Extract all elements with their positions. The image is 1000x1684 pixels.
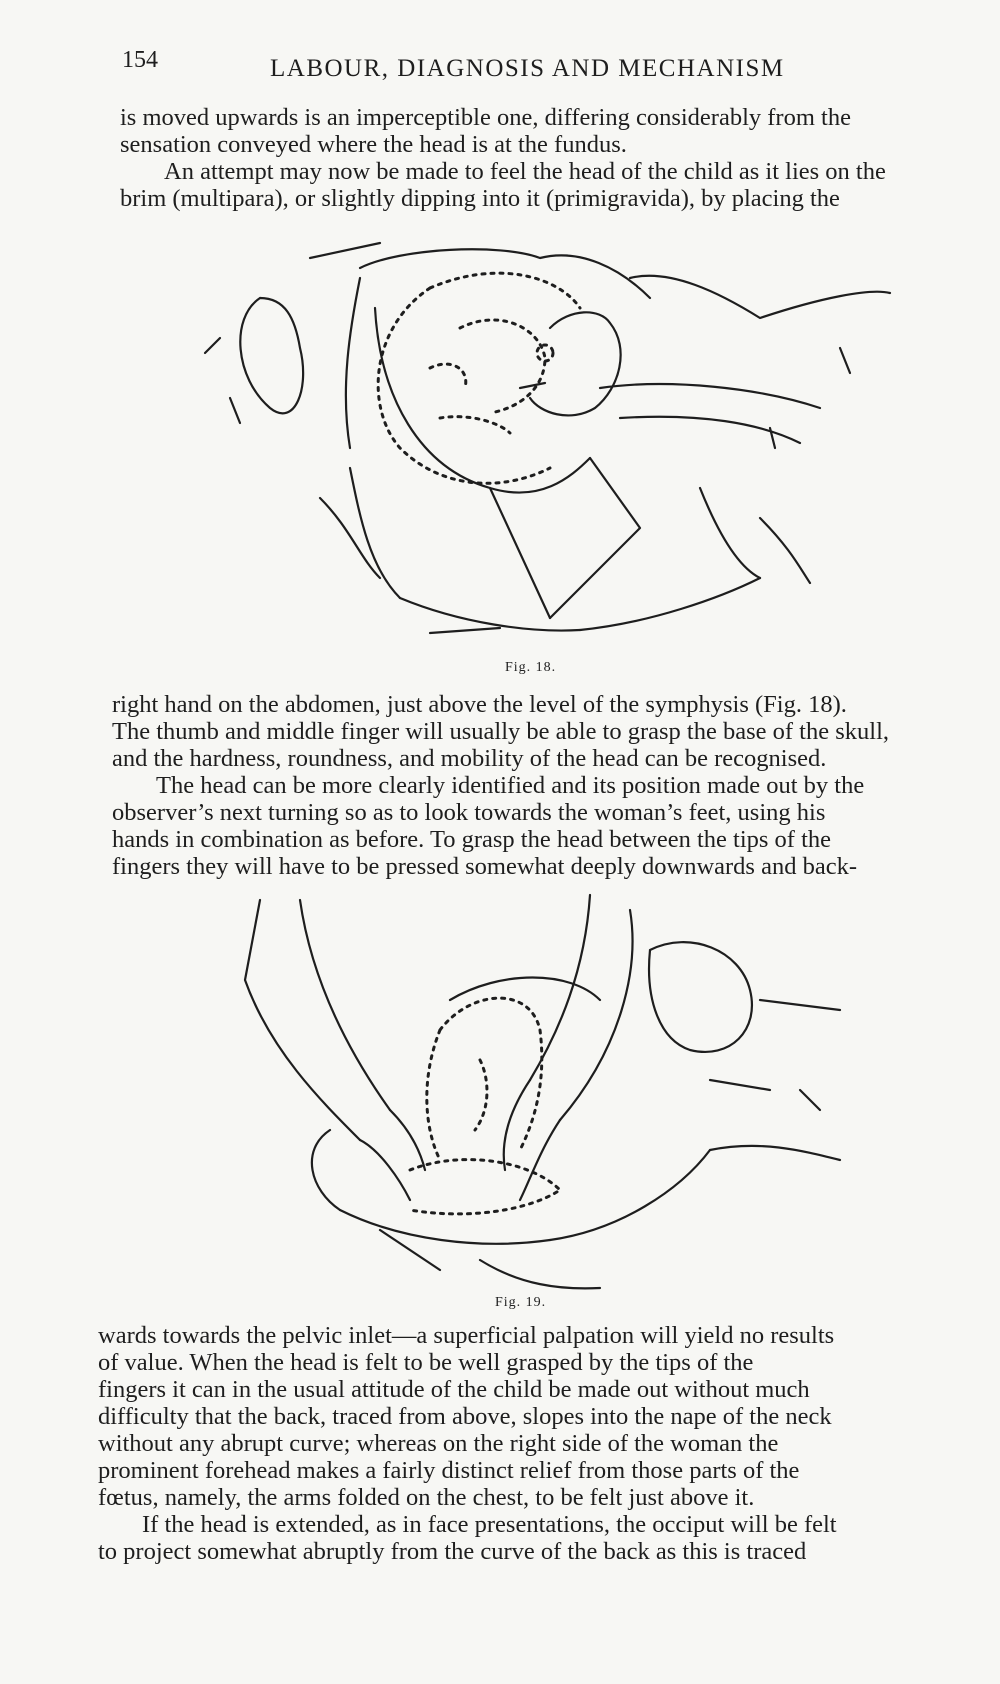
- text-line: The head can be more clearly identified and its position made out by the: [156, 772, 865, 799]
- text-line: observer’s next turning so as to look towards the woman’s feet, using his: [112, 799, 826, 826]
- page-number: 154: [122, 47, 158, 73]
- paragraph-bottom: [98, 1322, 958, 1565]
- text-line: wards towards the pelvic inlet—a superficial palpation will yield no results: [98, 1322, 835, 1349]
- figure-19-caption: Fig. 19.: [495, 1295, 547, 1310]
- text-line: fingers it can in the usual attitude of the child be made out without much: [98, 1376, 810, 1403]
- text-line: and the hardness, roundness, and mobility of the head can be recognised.: [112, 745, 827, 772]
- text-line: is moved upwards is an imperceptible one, differing considerably from the: [120, 104, 851, 131]
- text-line: without any abrupt curve; whereas on the right side of the woman the: [98, 1430, 779, 1457]
- figure-18-caption: Fig. 18.: [505, 660, 557, 675]
- text-line: fingers they will have to be pressed somewhat deeply downwards and back-: [112, 853, 857, 880]
- text-line: prominent forehead makes a fairly distinct relief from those parts of the: [98, 1457, 800, 1484]
- text-line: fœtus, namely, the arms folded on the chest, to be felt just above it.: [98, 1484, 755, 1511]
- text-line: sensation conveyed where the head is at the fundus.: [120, 131, 627, 158]
- figure-18-illustration: [200, 238, 900, 648]
- text-line: of value. When the head is felt to be well grasped by the tips of the: [98, 1349, 754, 1376]
- text-line: An attempt may now be made to feel the head of the child as it lies on the: [164, 158, 886, 185]
- text-line: to project somewhat abruptly from the curve of the back as this is traced: [98, 1538, 807, 1565]
- text-line: difficulty that the back, traced from above, slopes into the nape of the neck: [98, 1403, 832, 1430]
- text-line: hands in combination as before. To grasp the head between the tips of the: [112, 826, 832, 853]
- paragraph-middle: [112, 691, 968, 880]
- text-line: right hand on the abdomen, just above the level of the symphysis (Fig. 18).: [112, 691, 847, 718]
- running-head: LABOUR, DIAGNOSIS AND MECHANISM: [270, 55, 785, 82]
- figure-19-illustration: [240, 890, 880, 1290]
- paragraph-top: [120, 104, 968, 212]
- text-line: If the head is extended, as in face presentations, the occiput will be felt: [142, 1511, 837, 1538]
- text-line: brim (multipara), or slightly dipping into it (primigravida), by placing the: [120, 185, 840, 212]
- text-line: The thumb and middle finger will usually be able to grasp the base of the skull,: [112, 718, 890, 745]
